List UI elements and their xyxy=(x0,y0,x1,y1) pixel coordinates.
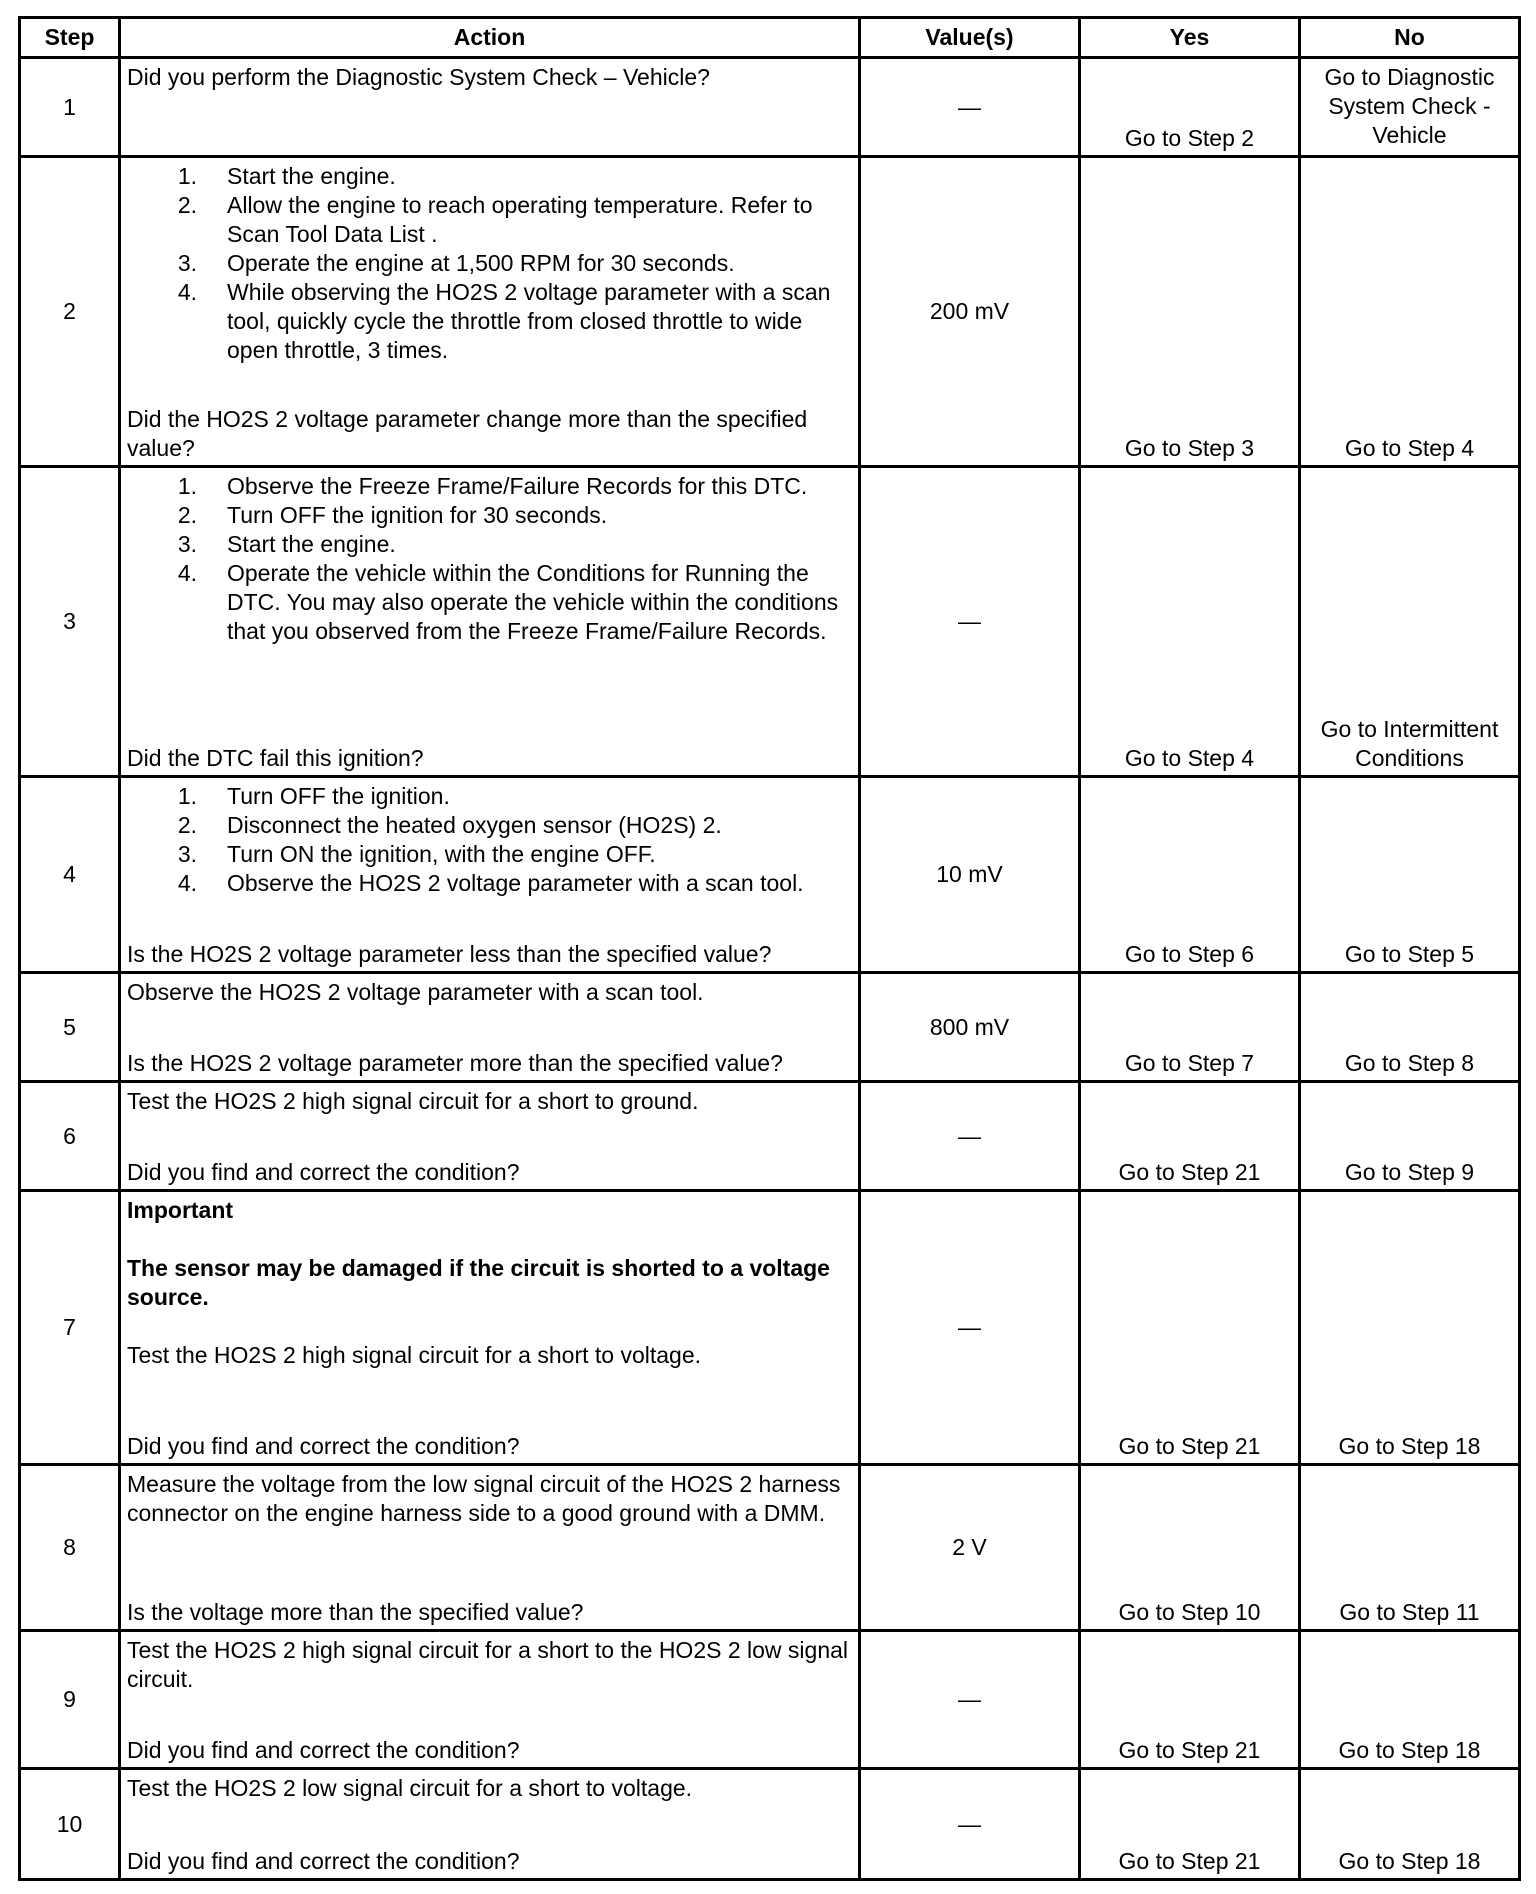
table-row xyxy=(20,1082,1520,1191)
substep xyxy=(127,559,852,646)
no-cell xyxy=(1300,1191,1520,1465)
substep-text: Turn ON the ignition, with the engine OFF. xyxy=(227,841,656,867)
substep-text: Observe the HO2S 2 voltage parameter with a scan tool. xyxy=(227,870,804,896)
table-row xyxy=(20,777,1520,973)
action-cell xyxy=(120,1191,860,1465)
step-number: 10 xyxy=(20,1769,120,1880)
step-number: 2 xyxy=(20,157,120,467)
substep-text: Disconnect the heated oxygen sensor (HO2S) 2. xyxy=(227,812,722,838)
step-number: 3 xyxy=(20,467,120,777)
table-row xyxy=(20,58,1520,157)
step-number: 9 xyxy=(20,1631,120,1769)
yes-link[interactable]: Go to Step 7 xyxy=(1124,1050,1255,1076)
question-text: Did the HO2S 2 voltage parameter change more than the specified value? xyxy=(127,406,808,461)
no-cell xyxy=(1300,1465,1520,1631)
table-row xyxy=(20,1465,1520,1631)
no-cell xyxy=(1300,1769,1520,1880)
action-cell xyxy=(120,467,860,777)
header-row xyxy=(20,18,1520,58)
value-cell: — xyxy=(860,1082,1080,1191)
step-number: 4 xyxy=(20,777,120,973)
no-cell xyxy=(1300,467,1520,777)
no-link[interactable]: Go to Intermittent Conditions xyxy=(1320,716,1499,771)
no-cell xyxy=(1300,973,1520,1082)
step-number: 7 xyxy=(20,1191,120,1465)
yes-cell xyxy=(1080,1191,1300,1465)
substep-number: 1. xyxy=(177,473,197,499)
table-row xyxy=(20,157,1520,467)
no-link[interactable]: Go to Step 5 xyxy=(1344,941,1475,967)
no-cell xyxy=(1300,777,1520,973)
substep-text: Turn OFF the ignition. xyxy=(227,783,450,809)
yes-cell xyxy=(1080,973,1300,1082)
substep xyxy=(127,162,852,191)
value-cell: — xyxy=(860,1191,1080,1465)
substep-text: Allow the engine to reach operating temperature. Refer to Scan Tool Data List . xyxy=(227,192,813,247)
substep-number: 4. xyxy=(177,560,197,586)
yes-link[interactable]: Go to Step 6 xyxy=(1124,941,1255,967)
substep-number: 2. xyxy=(177,502,197,528)
substep-number: 4. xyxy=(177,279,197,305)
question-text: Is the voltage more than the specified value? xyxy=(127,1599,584,1625)
important-text: The sensor may be damaged if the circuit is shorted to a voltage source. xyxy=(127,1255,830,1310)
action-text: Measure the voltage from the low signal circuit of the HO2S 2 harness connector on the engine harness side to a good ground with a DMM. xyxy=(127,1471,841,1526)
substep-list xyxy=(127,782,852,898)
substep-list xyxy=(127,162,852,365)
table-row xyxy=(20,1769,1520,1880)
yes-link[interactable]: Go to Step 10 xyxy=(1118,1599,1261,1625)
question-text: Did you find and correct the condition? xyxy=(127,1159,520,1185)
question-text: Is the HO2S 2 voltage parameter more than the specified value? xyxy=(127,1050,783,1076)
header-action: Action xyxy=(120,18,860,58)
question-text: Did the DTC fail this ignition? xyxy=(127,745,424,771)
substep-number: 1. xyxy=(177,163,197,189)
substep-number: 2. xyxy=(177,192,197,218)
substep xyxy=(127,501,852,530)
yes-cell xyxy=(1080,157,1300,467)
substep xyxy=(127,278,852,365)
no-link[interactable]: Go to Step 9 xyxy=(1344,1159,1475,1185)
substep-number: 4. xyxy=(177,870,197,896)
step-number: 6 xyxy=(20,1082,120,1191)
substep xyxy=(127,840,852,869)
question-text: Is the HO2S 2 voltage parameter less than the specified value? xyxy=(127,941,772,967)
no-link[interactable]: Go to Step 18 xyxy=(1338,1848,1481,1874)
yes-cell xyxy=(1080,777,1300,973)
value-cell: 2 V xyxy=(860,1465,1080,1631)
yes-link[interactable]: Go to Step 21 xyxy=(1118,1737,1261,1763)
action-text: Test the HO2S 2 high signal circuit for a short to ground. xyxy=(127,1088,699,1114)
substep xyxy=(127,249,852,278)
substep-number: 3. xyxy=(177,841,197,867)
value-cell: 200 mV xyxy=(860,157,1080,467)
no-cell xyxy=(1300,1631,1520,1769)
action-text: Test the HO2S 2 low signal circuit for a short to voltage. xyxy=(127,1775,693,1801)
yes-cell xyxy=(1080,1082,1300,1191)
value-cell: 10 mV xyxy=(860,777,1080,973)
value-cell: — xyxy=(860,1631,1080,1769)
no-link[interactable]: Go to Diagnostic System Check - Vehicle xyxy=(1324,64,1495,148)
action-cell xyxy=(120,1769,860,1880)
substep-text: Turn OFF the ignition for 30 seconds. xyxy=(227,502,608,528)
step-number: 8 xyxy=(20,1465,120,1631)
substep-number: 3. xyxy=(177,531,197,557)
question-text: Did you find and correct the condition? xyxy=(127,1737,520,1763)
action-cell xyxy=(120,1631,860,1769)
action-text: Observe the HO2S 2 voltage parameter with a scan tool. xyxy=(127,979,704,1005)
header-no: No xyxy=(1300,18,1520,58)
action-cell xyxy=(120,973,860,1082)
substep xyxy=(127,472,852,501)
no-link[interactable]: Go to Step 4 xyxy=(1344,435,1475,461)
question-text: Did you find and correct the condition? xyxy=(127,1433,520,1459)
action-text: Test the HO2S 2 high signal circuit for a short to voltage. xyxy=(127,1342,702,1368)
header-step: Step xyxy=(20,18,120,58)
substep xyxy=(127,191,852,249)
yes-link[interactable]: Go to Step 21 xyxy=(1118,1159,1261,1185)
no-link[interactable]: Go to Step 18 xyxy=(1338,1433,1481,1459)
action-text: Test the HO2S 2 high signal circuit for a short to the HO2S 2 low signal circuit. xyxy=(127,1637,849,1692)
yes-link[interactable]: Go to Step 21 xyxy=(1118,1433,1261,1459)
yes-link[interactable]: Go to Step 4 xyxy=(1124,745,1255,771)
substep-text: Start the engine. xyxy=(227,163,396,189)
yes-cell xyxy=(1080,1465,1300,1631)
question-text: Did you find and correct the condition? xyxy=(127,1848,520,1874)
table-row xyxy=(20,467,1520,777)
substep-text: Operate the vehicle within the Conditions for Running the DTC. You may also operate the vehicle within the conditions that you observed from the Freeze Frame/Failure Records. xyxy=(227,560,839,644)
substep-number: 2. xyxy=(177,812,197,838)
yes-link[interactable]: Go to Step 2 xyxy=(1124,125,1255,151)
substep xyxy=(127,811,852,840)
action-text: Did you perform the Diagnostic System Check – Vehicle? xyxy=(127,64,710,90)
action-cell xyxy=(120,1082,860,1191)
no-link[interactable]: Go to Step 18 xyxy=(1338,1737,1481,1763)
yes-link[interactable]: Go to Step 3 xyxy=(1124,435,1255,461)
table-row xyxy=(20,1631,1520,1769)
substep-number: 3. xyxy=(177,250,197,276)
yes-cell xyxy=(1080,58,1300,157)
header-values: Value(s) xyxy=(860,18,1080,58)
table-row xyxy=(20,973,1520,1082)
yes-cell xyxy=(1080,467,1300,777)
yes-cell xyxy=(1080,1769,1300,1880)
substep-text: Start the engine. xyxy=(227,531,396,557)
value-cell: 800 mV xyxy=(860,973,1080,1082)
substep-text: Operate the engine at 1,500 RPM for 30 seconds. xyxy=(227,250,735,276)
no-link[interactable]: Go to Step 8 xyxy=(1344,1050,1475,1076)
action-cell xyxy=(120,58,860,157)
diagnostic-table xyxy=(18,16,1521,1881)
yes-cell xyxy=(1080,1631,1300,1769)
important-label: Important xyxy=(127,1197,234,1223)
no-link[interactable]: Go to Step 11 xyxy=(1339,1599,1480,1625)
substep-text: While observing the HO2S 2 voltage parameter with a scan tool, quickly cycle the throttle from closed throttle to wide open throttle, 3 times. xyxy=(227,279,831,363)
substep-list xyxy=(127,472,852,646)
value-cell: — xyxy=(860,58,1080,157)
substep xyxy=(127,530,852,559)
no-cell xyxy=(1300,58,1520,157)
no-cell xyxy=(1300,1082,1520,1191)
step-number: 1 xyxy=(20,58,120,157)
value-cell: — xyxy=(860,1769,1080,1880)
action-cell xyxy=(120,1465,860,1631)
action-cell xyxy=(120,157,860,467)
action-cell xyxy=(120,777,860,973)
yes-link[interactable]: Go to Step 21 xyxy=(1118,1848,1261,1874)
substep-number: 1. xyxy=(177,783,197,809)
value-cell: — xyxy=(860,467,1080,777)
step-number: 5 xyxy=(20,973,120,1082)
table-row xyxy=(20,1191,1520,1465)
substep xyxy=(127,782,852,811)
substep-text: Observe the Freeze Frame/Failure Records for this DTC. xyxy=(227,473,808,499)
header-yes: Yes xyxy=(1080,18,1300,58)
substep xyxy=(127,869,852,898)
no-cell xyxy=(1300,157,1520,467)
